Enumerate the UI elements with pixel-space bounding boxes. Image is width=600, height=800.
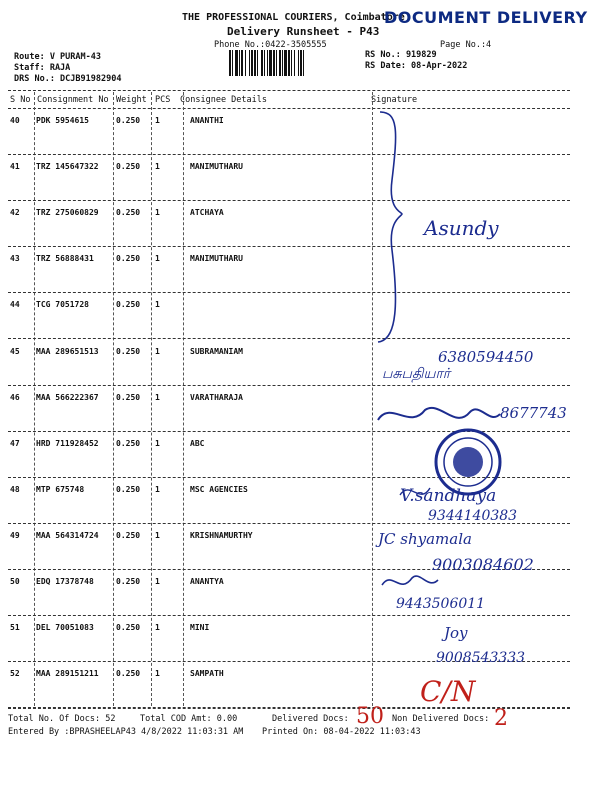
cell-consignment: TRZ 275060829 [36,208,99,218]
cell-sno: 42 [10,208,20,218]
cell-consignment: HRD 711928452 [36,438,99,448]
cell-pcs: 1 [155,484,160,494]
cell-consignment: DEL 70051083 [36,623,94,633]
cell-consignee: MSC AGENCIES [190,484,248,494]
cell-pcs: 1 [155,116,160,125]
cell-weight: 0.250 [116,208,141,218]
handwritten-joy: Joy [444,624,468,642]
cell-weight: 0.250 [116,623,141,633]
cell-sno: 51 [10,623,20,633]
cell-consignee: VARATHARAJA [190,392,243,402]
cell-consignee: ATCHAYA [190,208,224,218]
non-delivered-docs-label: Non Delivered Docs: [392,714,490,724]
handwritten-phone-50: 9443506011 [396,596,486,612]
rs-number: RS No.: 919829 [365,50,437,60]
col-consignee: Consignee Details [180,95,267,105]
cell-consignment: TRZ 145647322 [36,162,99,172]
cell-consignee: MANIMUTHARU [190,162,243,172]
cell-pcs: 1 [155,208,160,218]
col-sno: S No [10,95,31,105]
printed-on: Printed On: 08-04-2022 11:03:43 [262,727,421,737]
handwritten-name-48: V.sandhaya [400,486,497,506]
cell-sno: 44 [10,300,20,310]
cell-pcs: 1 [155,162,160,172]
cell-pcs: 1 [155,300,160,310]
cell-weight: 0.250 [116,484,141,494]
cell-consignment: MAA 564314724 [36,530,99,540]
handwritten-cn-52: C/N [420,675,476,708]
cell-sno: 41 [10,162,20,172]
col-pcs: PCS [155,95,171,105]
company-name: THE PROFESSIONAL COURIERS, Coimbatore [182,12,405,23]
handwritten-phone-49: 9003084602 [432,555,534,574]
cell-consignee: ANANTHI [190,116,224,125]
cell-weight: 0.250 [116,669,141,679]
cell-pcs: 1 [155,438,160,448]
cell-sno: 52 [10,669,20,679]
cell-consignment: PDK 5954615 [36,116,89,125]
phone-number: Phone No.:0422-3505555 [214,40,327,50]
cell-weight: 0.250 [116,116,141,125]
handwritten-phone-45: 6380594450 [438,348,534,366]
entered-by: Entered By :BPRASHEELAP43 4/8/2022 11:03:31 AM [8,727,244,737]
col-weight: Weight [116,95,147,105]
cell-consignee: MANIMUTHARU [190,254,243,264]
cell-weight: 0.250 [116,530,141,540]
cell-weight: 0.250 [116,300,141,310]
cell-pcs: 1 [155,530,160,540]
cell-sno: 43 [10,254,20,264]
col-signature: Signature [371,95,418,105]
cell-consignment: EDQ 17378748 [36,577,94,586]
delivered-docs-value: 50 [356,704,384,729]
handwritten-phone-48: 9344140383 [428,508,518,524]
cell-pcs: 1 [155,577,160,586]
cell-pcs: 1 [155,669,160,679]
cell-weight: 0.250 [116,254,141,264]
non-delivered-docs-value: 2 [494,706,508,731]
total-cod: Total COD Amt: 0.00 [140,714,238,724]
cell-sno: 46 [10,392,20,402]
delivered-docs-label: Delivered Docs: [272,714,349,724]
runsheet-title: Delivery Runsheet - P43 [227,25,380,38]
cell-pcs: 1 [155,254,160,264]
cell-consignment: TCG 7051728 [36,300,89,310]
cell-consignee: SAMPATH [190,669,224,679]
handwritten-name-45: பசுபதியார் [382,366,451,382]
cell-pcs: 1 [155,346,160,356]
cell-consignee: ABC [190,438,205,448]
cell-pcs: 1 [155,623,160,633]
handwritten-phone-46: 8677743 [500,404,567,422]
cell-consignment: TRZ 56888431 [36,254,94,264]
drs-number: DRS No.: DCJB91982904 [14,74,122,84]
cell-weight: 0.250 [116,438,141,448]
cell-sno: 48 [10,484,20,494]
route: Route: V PURAM-43 [14,52,101,62]
cell-consignee: ANANTYA [190,577,224,586]
cell-consignee: KRISHNAMURTHY [190,530,253,540]
cell-consignment: MAA 289651513 [36,346,99,356]
handwritten-name-49: JC shyamala [378,530,472,548]
cell-consignment: MAA 566222367 [36,392,99,402]
staff: Staff: RAJA [14,63,71,73]
page-number: Page No.:4 [440,40,492,50]
col-consignment: Consignment No [37,95,109,105]
cell-weight: 0.250 [116,577,141,586]
cell-weight: 0.250 [116,392,141,402]
cell-sno: 40 [10,116,20,125]
rs-date: RS Date: 08-Apr-2022 [365,61,468,71]
cell-weight: 0.250 [116,346,141,356]
cell-consignee: SUBRAMANIAM [190,346,243,356]
cell-weight: 0.250 [116,162,141,172]
cell-consignee: MINI [190,623,210,633]
cell-consignment: MAA 289151211 [36,669,99,679]
round-seal [436,430,500,494]
cell-sno: 45 [10,346,20,356]
total-docs: Total No. Of Docs: 52 [8,714,116,724]
handwritten-phone-51: 9008543333 [436,650,526,666]
cell-pcs: 1 [155,392,160,402]
cell-sno: 50 [10,577,20,586]
cell-sno: 47 [10,438,20,448]
signature-42: Asundy [424,216,499,240]
cell-sno: 49 [10,530,20,540]
cell-consignment: MTP 675748 [36,484,85,494]
brace-mark [378,112,402,342]
document-delivery-stamp: DOCUMENT DELIVERY [384,8,588,27]
